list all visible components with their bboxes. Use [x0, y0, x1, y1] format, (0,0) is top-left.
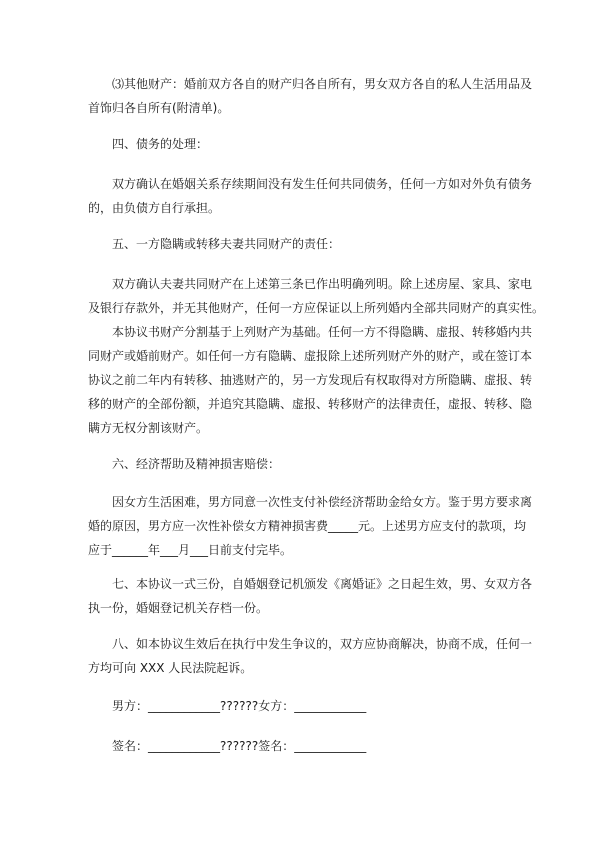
clause-other-property — [88, 72, 533, 120]
text-line: 本协议书财产分割基于上列财产为基础。任何一方不得隐瞒、虚报、转移婚内共 — [112, 325, 533, 339]
paragraph-concealment-2 — [88, 320, 533, 440]
text-line: 瞒方无权分割该财产。 — [88, 421, 209, 435]
text-line: 八、如本协议生效后在执行中发生争议的，双方应协商解决，协商不成，任何一 — [112, 637, 533, 651]
section-heading-concealment — [88, 232, 508, 256]
text-line: 的，由负债方自行承担。 — [88, 201, 221, 215]
text-line: 婚的原因，男方应一次性补偿女方精神损害费_____元。上述男方应支付的款项，均 — [88, 519, 527, 533]
paragraph-concealment-1 — [88, 272, 545, 320]
text-line: 首饰归各自所有(附清单)。 — [88, 101, 230, 115]
heading-text: 四、债务的处理： — [112, 137, 209, 151]
heading-text: 六、经济帮助及精神损害赔偿： — [112, 457, 281, 471]
text-line: 双方确认夫妻共同财产在上述第三条已作出明确列明。除上述房屋、家具、家电 — [112, 277, 533, 291]
text-line: 移的财产的全部份额，并追究其隐瞒、虚报、转移财产的法律责任，虚报、转移、隐 — [88, 397, 533, 411]
heading-text: 五、一方隐瞒或转移夫妻共同财产的责任： — [112, 237, 341, 251]
parties-text: 男方：____________??????女方：____________ — [112, 699, 367, 713]
text-line: 及银行存款外，并无其他财产，任何一方应保证以上所列婚内全部共同财产的真实性。 — [88, 301, 545, 315]
signature-text: 签名：____________??????签名：____________ — [112, 739, 367, 753]
clause-copies — [88, 572, 533, 620]
signature-line — [88, 734, 508, 758]
text-line: 同财产或婚前财产。如任何一方有隐瞒、虚报除上述所列财产外的财产，或在签订本 — [88, 349, 533, 363]
text-line: ⑶其他财产：婚前双方各自的财产归各自所有，男女双方各自的私人生活用品及 — [112, 77, 533, 91]
text-line: 应于______年___月___日前支付完毕。 — [88, 543, 293, 557]
section-heading-debt — [88, 132, 508, 156]
text-line: 双方确认在婚姻关系存续期间没有发生任何共同债务，任何一方如对外负有债务 — [112, 177, 533, 191]
text-line: 七、本协议一式三份，自婚姻登记机颁发《离婚证》之日起生效，男、女双方各 — [112, 577, 533, 591]
text-line: 因女方生活困难，男方同意一次性支付补偿经济帮助金给女方。鉴于男方要求离 — [112, 495, 533, 509]
text-line: 方均可向 XXX 人民法院起诉。 — [88, 661, 253, 675]
text-line: 协议之前二年内有转移、抽逃财产的，另一方发现后有权取得对方所隐瞒、虚报、转 — [88, 373, 533, 387]
section-heading-compensation — [88, 452, 508, 476]
paragraph-debt — [88, 172, 533, 220]
text-line: 执一份，婚姻登记机关存档一份。 — [88, 601, 269, 615]
parties-line — [88, 694, 508, 718]
paragraph-compensation — [88, 490, 533, 562]
clause-dispute — [88, 632, 533, 680]
